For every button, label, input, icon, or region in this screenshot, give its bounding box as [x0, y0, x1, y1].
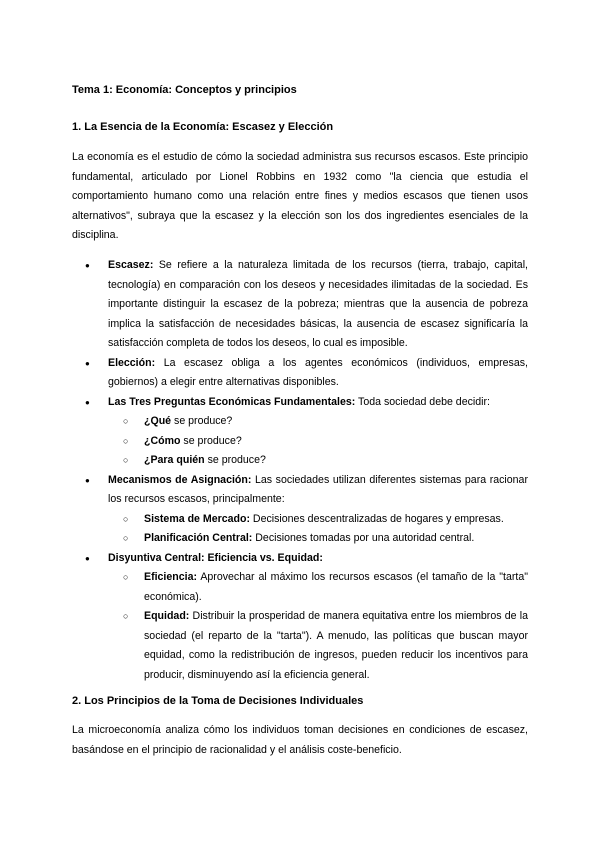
bullet-term: Las Tres Preguntas Económicas Fundamentales: [108, 395, 356, 408]
section-2-intro: La microeconomía analiza cómo los individuos toman decisiones en condiciones de escasez, basándose en el principio de racionalidad y el análisis coste-beneficio. [72, 724, 528, 756]
bullet-term: Escasez: [108, 259, 154, 271]
bullet-term: Disyuntiva Central: Eficiencia vs. Equidad: [108, 551, 323, 564]
section-1-bullet-list [72, 256, 528, 685]
bullet-tres-preguntas [72, 393, 528, 471]
section-1-intro: La economía es el estudio de cómo la sociedad administra sus recursos escasos. Este principio fundamental, articulado por Lionel Robbins en 1932 como "la ciencia que estudia el comportamiento humano como una relación entre fines y medios escasos que tienen usos alternativos", subraya que la escasez y la elección son los dos ingredientes esenciales de la disciplina. [72, 151, 528, 241]
sub-term: ¿Qué [144, 415, 172, 427]
section-2-heading: 2. Los Principios de la Toma de Decisiones Individuales [72, 695, 364, 707]
sub-item-como [108, 432, 528, 452]
sub-term: ¿Cómo [144, 434, 181, 447]
sub-text: Aprovechar al máximo los recursos escasos (el tamaño de la "tarta" económica). [144, 571, 528, 603]
sub-text: se produce? [204, 454, 266, 466]
sub-item-eficiencia [108, 568, 528, 607]
sub-item-planificacion [108, 529, 528, 549]
sub-list [108, 510, 528, 549]
sub-list [108, 568, 528, 685]
bullet-escasez [72, 256, 528, 354]
sub-item-equidad [108, 607, 528, 685]
sub-item-mercado [108, 510, 528, 530]
bullet-term: Elección: [108, 356, 156, 369]
bullet-eleccion [72, 354, 528, 393]
sub-term: Equidad: [144, 610, 190, 622]
sub-list [108, 412, 528, 471]
sub-text: se produce? [171, 415, 233, 427]
sub-text: Decisiones tomadas por una autoridad central. [252, 532, 475, 544]
sub-term: Eficiencia: [144, 571, 197, 583]
sub-term: Sistema de Mercado: [144, 512, 250, 525]
sub-term: Planificación Central: [144, 532, 253, 544]
bullet-text: La escasez obliga a los agentes económicos (individuos, empresas, gobiernos) a elegir entre alternativas disponibles. [108, 356, 528, 388]
bullet-disyuntiva [72, 549, 528, 686]
document-title: Tema 1: Economía: Conceptos y principios [72, 84, 297, 96]
bullet-text: Se refiere a la naturaleza limitada de los recursos (tierra, trabajo, capital, tecnología) en comparación con los deseos y necesidades ilimitadas de la sociedad. Es importante distinguir la escasez de la pobreza; mientras que la ausencia de pobreza implica la satisfacción de necesidades básicas, la ausencia de escasez significaría la satisfacción completa de todos los deseos, lo cual es imposible. [108, 259, 528, 349]
bullet-text: Toda sociedad debe decidir: [355, 395, 490, 408]
bullet-term: Mecanismos de Asignación: [108, 473, 252, 486]
sub-item-que [108, 412, 528, 432]
sub-item-para-quien [108, 451, 528, 471]
bullet-mecanismos [72, 471, 528, 549]
sub-term: ¿Para quién [144, 454, 205, 466]
section-1-heading: 1. La Esencia de la Economía: Escasez y Elección [72, 121, 334, 133]
sub-text: Distribuir la prosperidad de manera equitativa entre los miembros de la sociedad (el reparto de la "tarta"). A menudo, las políticas que buscan mayor equidad, como la redistribución de ingresos, pueden reducir los incentivos para producir, disminuyendo así la eficiencia general. [144, 610, 528, 681]
sub-text: Decisiones descentralizadas de hogares y empresas. [249, 512, 504, 525]
bullet-text: Las sociedades utilizan diferentes sistemas para racionar los recursos escasos, principalmente: [108, 473, 528, 505]
sub-text: se produce? [180, 434, 242, 447]
